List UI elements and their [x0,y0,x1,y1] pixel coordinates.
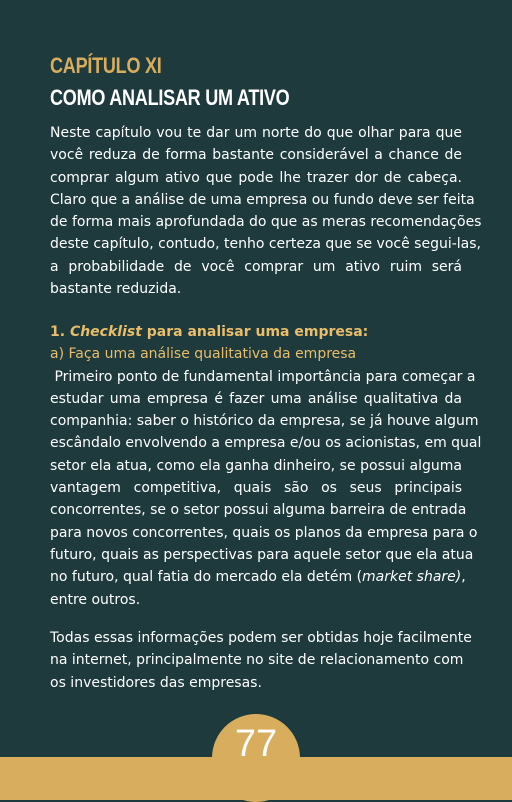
checklist-heading-rest: para analisar uma empresa: [146,324,369,340]
intro-line: Neste capítulo vou te dar um norte do que olhar para que [50,125,462,141]
checklist-line: companhia: saber o histórico da empresa, se já houve algum [50,413,479,430]
checklist-heading [50,321,462,343]
checklist-line-comma: , [461,569,466,586]
closing-paragraph [50,627,472,694]
chapter-title: COMO ANALISAR UM ATIVO [50,85,290,110]
checklist-line: setor ela atua, como ela ganha dinheiro, se possui alguma [50,457,462,474]
intro-line: comprar algum ativo que pode lhe trazer dor de cabeça. [50,169,462,186]
checklist-line: concorrentes, se o setor possui alguma barreira de entrada [50,502,467,519]
checklist-line: escândalo envolvendo a empresa e/ou os acionistas, em qual [50,435,482,452]
intro-line: você reduza de forma bastante considerável a chance de [50,147,462,164]
closing-line: na internet, principalmente no site de relacionamento com [50,652,464,669]
intro-line: Claro que a análise de uma empresa ou fundo deve ser feita [50,191,475,208]
chapter-label: CAPÍTULO XI [50,53,162,78]
closing-line: os investidores das empresas. [50,674,262,691]
checklist-line: vantagem competitiva, quais são os seus principais [50,480,462,497]
intro-paragraph [50,122,482,300]
checklist-section [50,321,482,611]
checklist-line: futuro, quais as perspectivas para aquele setor que ela atua [50,546,474,563]
checklist-keyword: Checklist [69,324,142,340]
intro-line: deste capítulo, contudo, tenho certeza que se você segui-las, [50,236,481,253]
market-share-term: market share) [362,569,462,586]
checklist-line-text: no futuro, qual fatia do mercado ela detém ( [50,569,363,586]
intro-line: a probabilidade de você comprar um ativo ruim será [50,258,462,275]
checklist-number: 1. [50,324,66,340]
intro-line: bastante reduzida. [50,281,182,298]
checklist-line: para novos concorrentes, quais os planos da empresa para o [50,524,478,541]
checklist-line: estudar uma empresa é fazer uma análise qualitativa da [50,390,462,407]
checklist-line [50,566,466,588]
checklist-subheading: a) Faça uma análise qualitativa da empresa [50,346,357,363]
checklist-line: entre outros. [50,591,141,608]
intro-line: de forma mais aprofundada do que as meras recomendações [50,214,482,231]
page-number: 77 [234,723,278,765]
checklist-line: Primeiro ponto de fundamental importância para começar a [50,368,476,385]
closing-line: Todas essas informações podem ser obtidas hoje facilmente [50,630,472,646]
